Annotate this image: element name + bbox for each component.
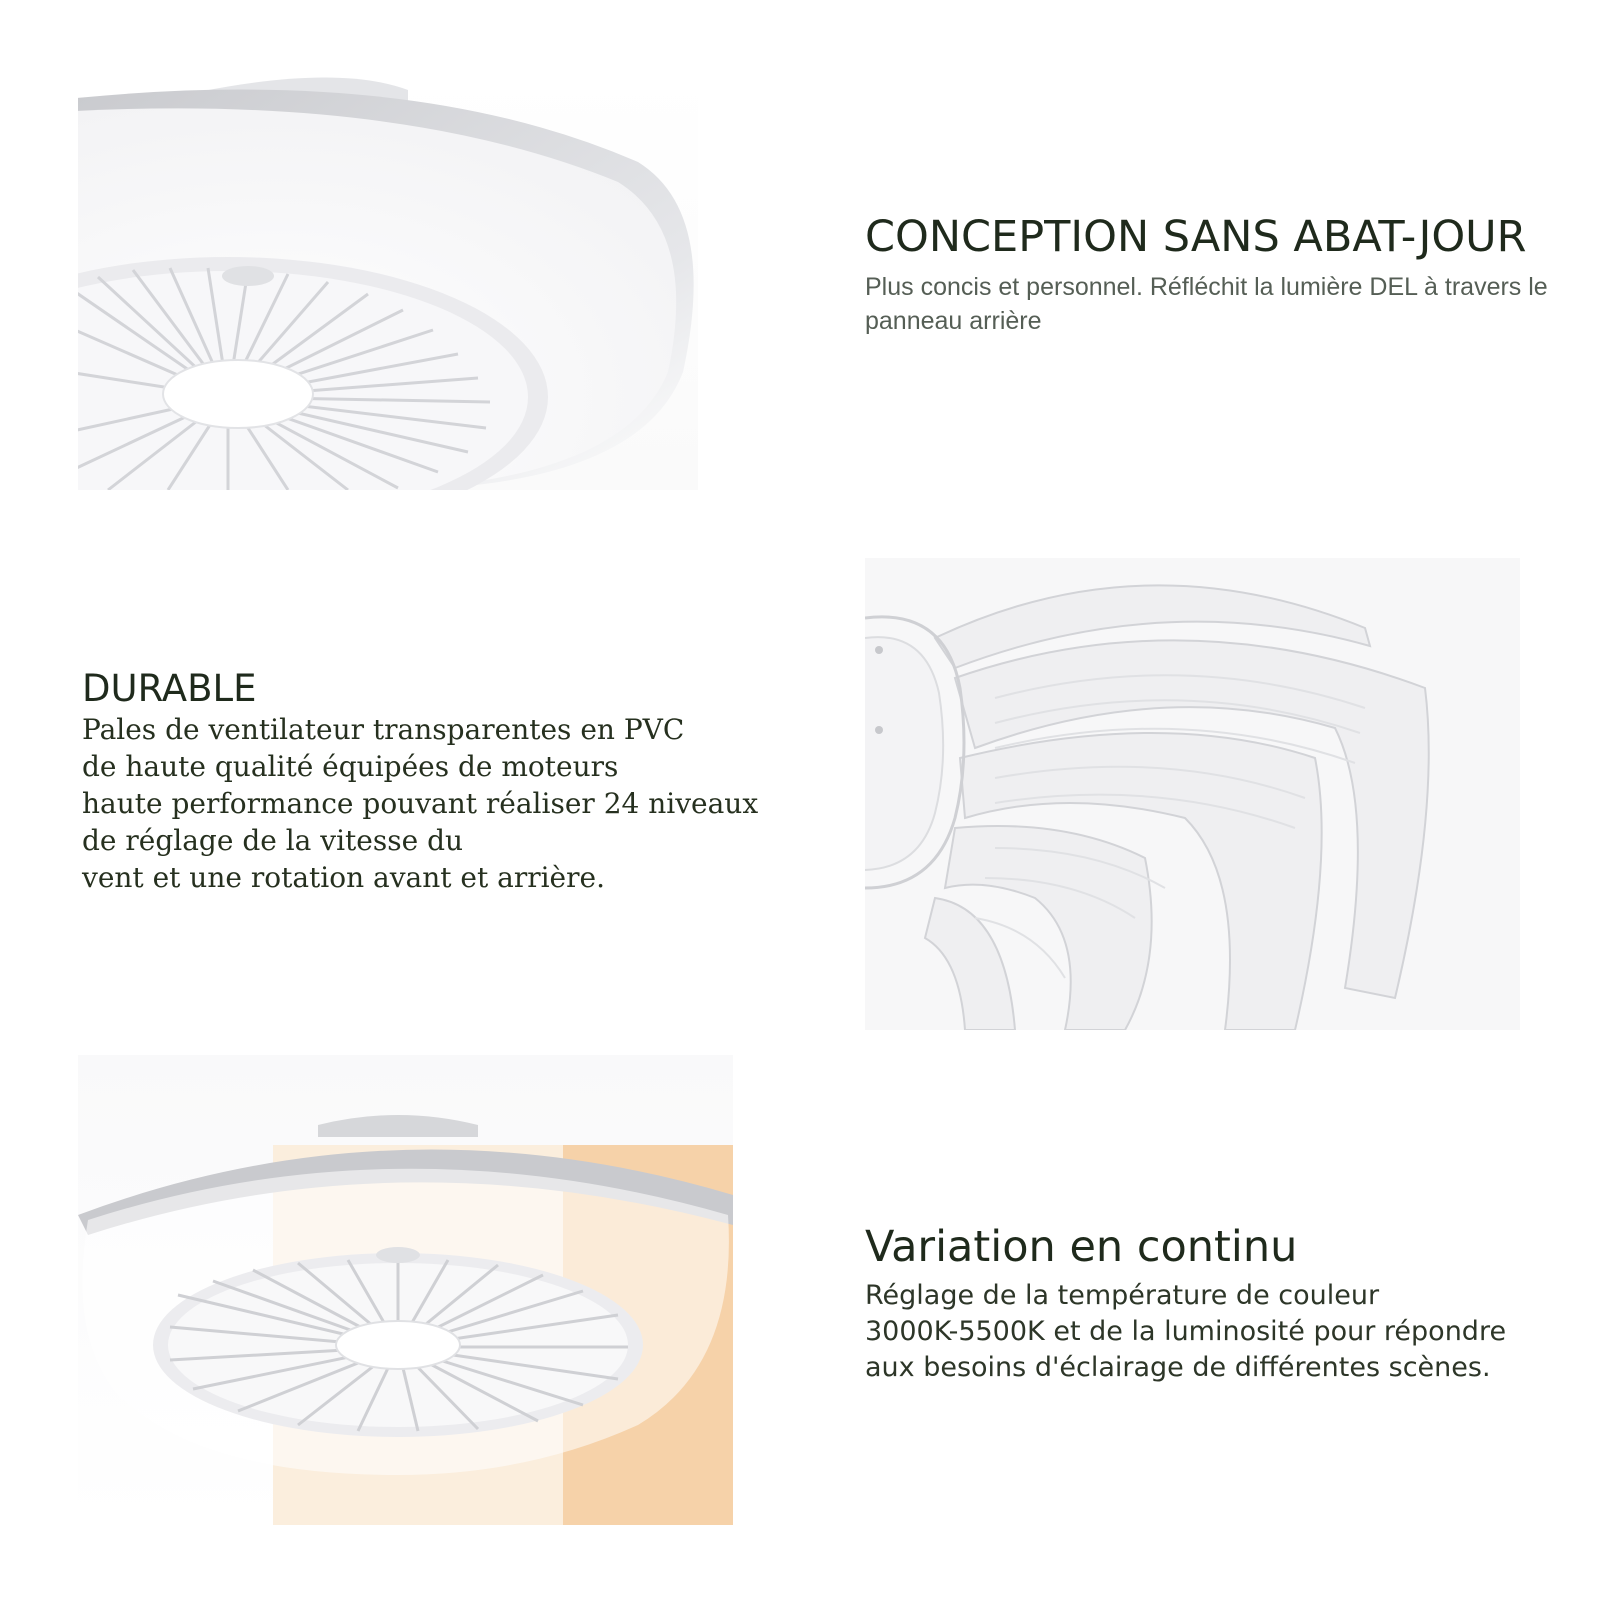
transparent-blades-photo-icon	[865, 558, 1520, 1030]
color-temperature-photo-icon	[78, 1055, 733, 1525]
feature-title: Variation en continu	[865, 1222, 1298, 1272]
feature-title: DURABLE	[82, 667, 257, 710]
feature-durable	[82, 667, 842, 896]
feature-description: Pales de ventilateur transparentes en PVC de haute qualité équipées de moteurs haute performance pouvant réaliser 24 niveaux de réglage de la vitesse du vent et une rotation avant et arrière.	[82, 713, 759, 895]
feature-shadeless-design	[865, 212, 1600, 338]
feature-dimming	[865, 1222, 1600, 1386]
feature-description: Réglage de la température de couleur 3000K-5500K et de la luminosité pour répondre aux besoins d'éclairage de différentes scènes.	[865, 1279, 1507, 1383]
feature-title: CONCEPTION SANS ABAT-JOUR	[865, 212, 1527, 262]
feature-description: Plus concis et personnel. Réfléchit la lumière DEL à travers le panneau arrière	[865, 272, 1548, 335]
fan-light-photo-icon	[78, 72, 698, 490]
